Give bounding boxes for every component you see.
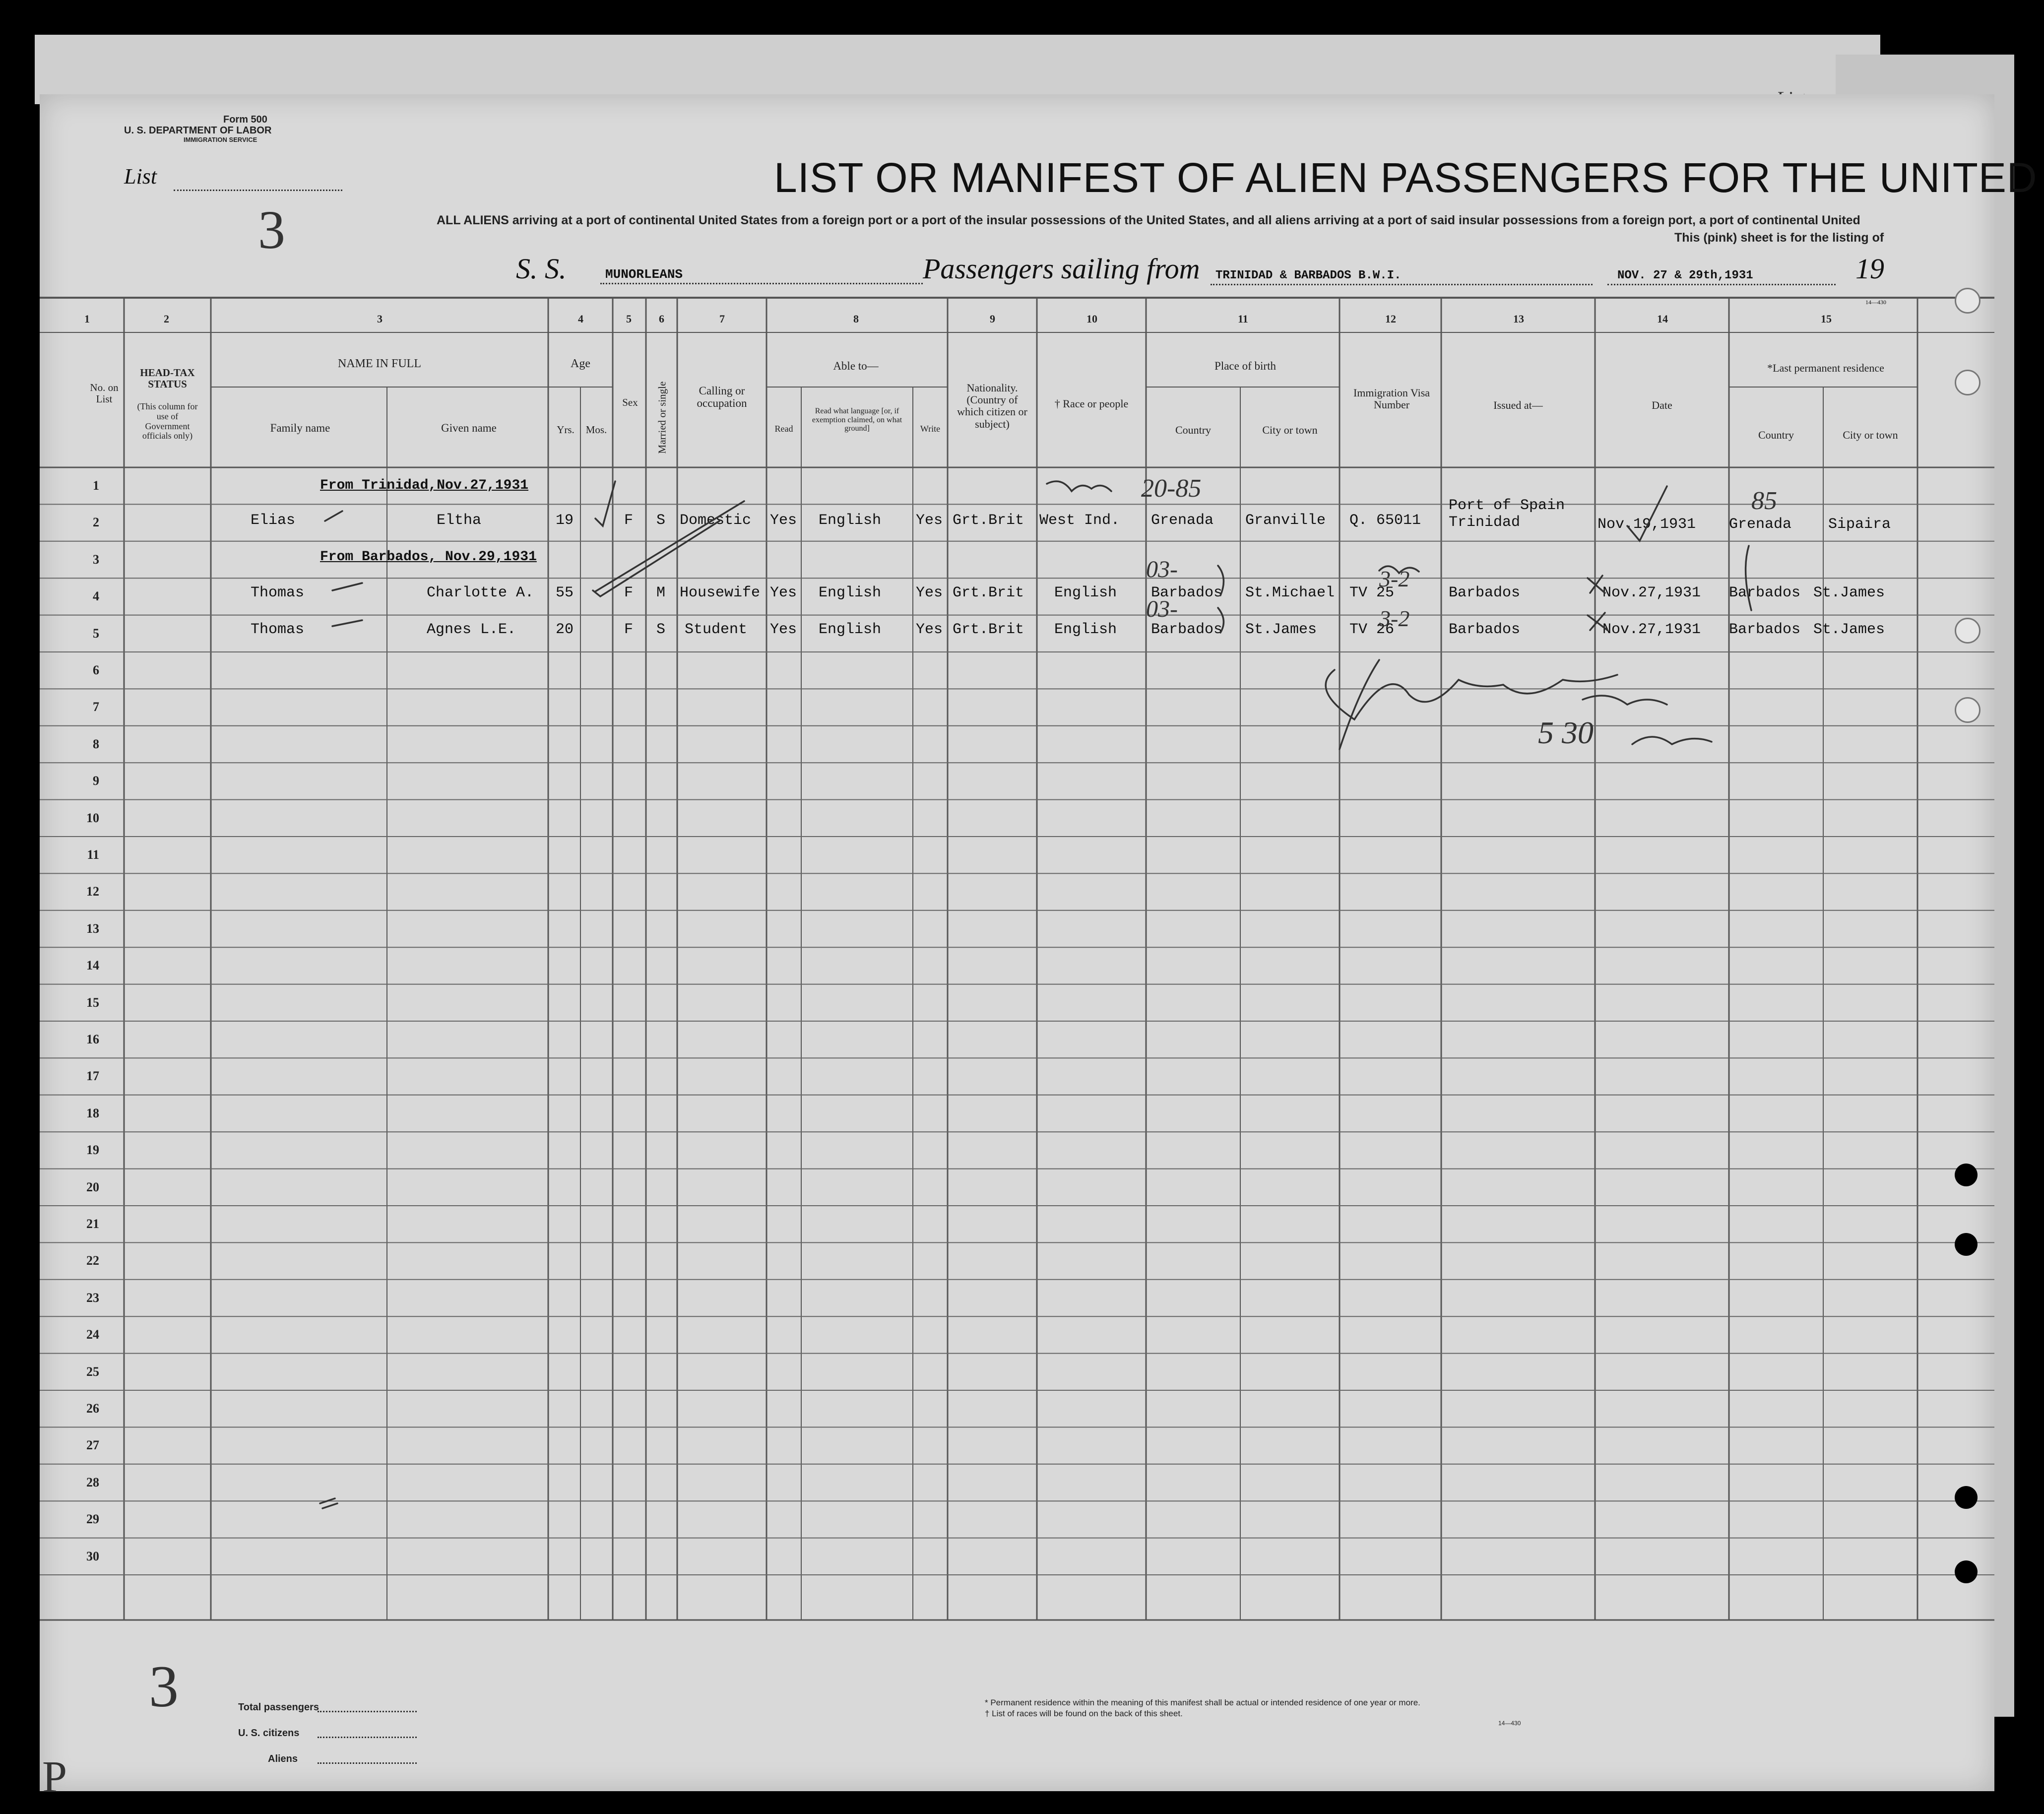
can-read: Yes xyxy=(770,621,797,638)
col-number-15: 15 xyxy=(1821,313,1832,325)
col-number-10: 10 xyxy=(1086,313,1097,325)
row-number: 15 xyxy=(86,995,99,1010)
issued-at-2: Trinidad xyxy=(1449,514,1521,531)
visa-number: Q. 65011 xyxy=(1349,512,1421,529)
visa-date: Nov.19,1931 xyxy=(1597,516,1696,533)
row-number: 6 xyxy=(93,663,99,677)
col-head-mos: Mos. xyxy=(585,424,607,436)
col-head-birth-country: Country xyxy=(1175,424,1212,436)
form-number: Form 500 xyxy=(223,114,267,125)
col-number-7: 7 xyxy=(719,313,725,325)
row-number: 12 xyxy=(86,884,99,899)
row-number: 1 xyxy=(93,478,99,493)
list-number: 3 xyxy=(258,199,285,260)
occupation: Domestic xyxy=(680,512,752,529)
col-number-4: 4 xyxy=(578,313,583,325)
occupation: Housewife xyxy=(680,584,761,601)
sex: F xyxy=(624,512,634,529)
visa-date: Nov.27,1931 xyxy=(1602,584,1701,601)
language: English xyxy=(819,621,882,638)
family-name: Thomas xyxy=(251,584,305,601)
ss-label: S. S. xyxy=(516,253,567,285)
col-number-6: 6 xyxy=(659,313,664,325)
row-number: 10 xyxy=(86,810,99,825)
col-head-last-residence: *Last permanent residence xyxy=(1767,362,1884,374)
binder-hole xyxy=(1955,1560,1978,1583)
department-name: U. S. DEPARTMENT OF LABOR xyxy=(124,125,272,136)
row-number: 21 xyxy=(86,1217,99,1231)
hand-note-corner: P xyxy=(42,1752,67,1802)
hand-note-2: 85 xyxy=(1751,487,1777,515)
col-number-8: 8 xyxy=(853,313,859,325)
residence-city: St.James xyxy=(1813,621,1885,638)
residence-country: Barbados xyxy=(1729,584,1801,601)
check-mark xyxy=(595,501,744,591)
visa-date: Nov.27,1931 xyxy=(1602,621,1701,638)
cross-mark xyxy=(1588,576,1605,593)
row-number: 2 xyxy=(93,515,99,530)
squiggle-mark xyxy=(1583,696,1667,705)
total-passengers-label: Total passengers xyxy=(238,1702,319,1713)
row-number: 26 xyxy=(86,1401,99,1416)
binder-hole xyxy=(1955,1164,1978,1186)
row-number: 27 xyxy=(86,1438,99,1453)
hand-note-1: 20-85 xyxy=(1141,474,1202,503)
issued-at: Port of Spain xyxy=(1449,497,1565,514)
hand-note-list-number: 3 xyxy=(149,1653,179,1719)
row-number: 9 xyxy=(93,774,99,788)
hand-note-4: 03- xyxy=(1146,596,1178,622)
row-number: 23 xyxy=(86,1290,99,1305)
ship-name: MUNORLEANS xyxy=(605,267,683,282)
scratch-mark xyxy=(320,1498,337,1508)
given-name: Charlotte A. xyxy=(427,584,534,601)
col-head-head-tax-note: (This column for use of Government officials only) xyxy=(137,401,198,441)
signature-mark xyxy=(1340,660,1379,749)
col-number-9: 9 xyxy=(990,313,995,325)
occupation: Student xyxy=(685,621,748,638)
birth-country: Barbados xyxy=(1151,584,1223,601)
row-number: 22 xyxy=(86,1253,99,1268)
row-number: 3 xyxy=(93,552,99,567)
row-number: 30 xyxy=(86,1549,99,1563)
issued-at: Barbados xyxy=(1449,584,1521,601)
race: West Ind. xyxy=(1039,512,1120,529)
visa-number: TV 25 xyxy=(1349,584,1395,601)
row-number: 24 xyxy=(86,1327,99,1342)
col-head-sex: Sex xyxy=(622,396,638,408)
sex: F xyxy=(624,621,634,638)
col-head-write: Write xyxy=(920,424,941,434)
row-number: 13 xyxy=(86,921,99,936)
col-head-res-city: City or town xyxy=(1843,429,1898,441)
row-number: 20 xyxy=(86,1179,99,1194)
row-number: 7 xyxy=(93,700,99,714)
residence-city: St.James xyxy=(1813,584,1885,601)
squiggle-mark xyxy=(1047,481,1111,491)
binder-hole xyxy=(1955,1486,1978,1509)
family-name: Elias xyxy=(251,512,296,529)
service-name: IMMIGRATION SERVICE xyxy=(184,136,257,143)
row-number: 29 xyxy=(86,1512,99,1527)
col-head-head-tax: HEAD-TAX STATUS xyxy=(140,367,195,390)
hand-note-7: 5 30 xyxy=(1538,715,1594,750)
row-number: 25 xyxy=(86,1364,99,1379)
family-tick xyxy=(332,583,362,590)
sailing-dates: NOV. 27 & 29th,1931 xyxy=(1617,269,1753,282)
hand-note-3: 03- xyxy=(1146,556,1178,583)
binder-hole xyxy=(1955,1233,1978,1256)
bracket-mark xyxy=(1218,608,1223,633)
instruction-line-2: This (pink) sheet is for the listing of xyxy=(1674,231,1884,245)
row-number: 17 xyxy=(86,1069,99,1084)
year-prefix: 19 xyxy=(1855,253,1884,285)
residence-country: Barbados xyxy=(1729,621,1801,638)
row-number: 18 xyxy=(86,1105,99,1120)
col-head-given-name: Given name xyxy=(441,422,497,434)
aliens-label: Aliens xyxy=(268,1753,298,1764)
col-number-14: 14 xyxy=(1657,313,1668,325)
col-number-13: 13 xyxy=(1513,313,1524,325)
col-number-5: 5 xyxy=(626,313,632,325)
col-number-2: 2 xyxy=(164,313,169,325)
back-sheet xyxy=(35,35,1880,104)
section-header-barbados: From Barbados, Nov.29,1931 xyxy=(320,549,537,565)
form-code-top: 14—430 xyxy=(1865,299,1886,306)
birth-city: St.James xyxy=(1245,621,1317,638)
can-write: Yes xyxy=(916,621,943,638)
residence-city: Sipaira xyxy=(1828,516,1891,533)
us-citizens-line xyxy=(318,1737,417,1738)
marital-status: S xyxy=(656,512,666,529)
footnote-races: † List of races will be found on the back of this sheet. xyxy=(985,1709,1183,1718)
row-number: 8 xyxy=(93,736,99,751)
check-mark xyxy=(593,521,719,596)
sailing-label: Passengers sailing from xyxy=(923,253,1200,285)
check-mark xyxy=(595,481,615,526)
col-head-res-country: Country xyxy=(1758,429,1794,441)
language: English xyxy=(819,584,882,601)
can-read: Yes xyxy=(770,584,797,601)
aliens-line xyxy=(318,1762,417,1764)
age-years: 19 xyxy=(556,512,574,529)
footnote-residence: * Permanent residence within the meaning of this manifest shall be actual or intended residence of one year or more. xyxy=(985,1698,1420,1707)
col-head-read: Read xyxy=(774,424,793,434)
birth-city: St.Michael xyxy=(1245,584,1335,601)
col-number-1: 1 xyxy=(84,313,90,325)
language: English xyxy=(819,512,882,529)
col-head-birth-city: City or town xyxy=(1262,424,1318,436)
can-write: Yes xyxy=(916,512,943,529)
binder-hole xyxy=(1955,370,1980,395)
cross-mark xyxy=(1588,613,1607,630)
nationality: Grt.Brit xyxy=(953,584,1024,601)
family-tick xyxy=(332,620,362,626)
can-write: Yes xyxy=(916,584,943,601)
can-read: Yes xyxy=(770,512,797,529)
bracket-mark xyxy=(1218,566,1223,595)
col-head-family-name: Family name xyxy=(270,422,330,434)
binder-hole xyxy=(1955,288,1980,314)
col-head-read-lang: Read what language [or, if exemption claimed, on what ground] xyxy=(812,407,902,433)
marital-status: S xyxy=(656,621,666,638)
col-head-no-on-list: No. on List xyxy=(90,382,119,405)
instruction-line-1: ALL ALIENS arriving at a port of continental United States from a foreign port or a port of the insular possessions of the United States, and all aliens arriving at a port of said insular possessions from a foreign port, a port of continental United xyxy=(437,213,1860,227)
nationality: Grt.Brit xyxy=(953,512,1024,529)
col-number-11: 11 xyxy=(1238,313,1248,325)
binder-hole xyxy=(1955,697,1980,723)
given-name: Eltha xyxy=(437,512,482,529)
col-head-married: Married or single xyxy=(656,381,668,454)
section-header-trinidad: From Trinidad,Nov.27,1931 xyxy=(320,478,529,493)
nationality: Grt.Brit xyxy=(953,621,1024,638)
row-number: 5 xyxy=(93,626,99,641)
birth-country: Grenada xyxy=(1151,512,1214,529)
col-head-able-to: Able to— xyxy=(833,360,879,372)
col-head-name-in-full: NAME IN FULL xyxy=(338,357,421,370)
col-number-12: 12 xyxy=(1385,313,1396,325)
col-head-age: Age xyxy=(571,357,590,370)
bracket-mark xyxy=(1746,546,1751,610)
us-citizens-label: U. S. citizens xyxy=(238,1728,300,1739)
visa-number: TV 26 xyxy=(1349,621,1395,638)
row-number: 4 xyxy=(93,589,99,604)
col-head-nationality: Nationality. (Country of which citizen or subject) xyxy=(957,382,1027,430)
check-mark xyxy=(1627,486,1667,541)
race: English xyxy=(1054,621,1117,638)
residence-country: Grenada xyxy=(1729,516,1792,533)
col-head-yrs: Yrs. xyxy=(557,424,575,436)
handwritten-marks xyxy=(40,94,1994,1791)
race: English xyxy=(1054,584,1117,601)
row-number: 14 xyxy=(86,958,99,973)
col-number-3: 3 xyxy=(377,313,383,325)
sailing-from: TRINIDAD & BARBADOS B.W.I. xyxy=(1215,269,1402,282)
birth-country: Barbados xyxy=(1151,621,1223,638)
binder-hole xyxy=(1955,618,1980,644)
age-years: 20 xyxy=(556,621,574,638)
col-head-race: † Race or people xyxy=(1054,397,1129,410)
list-label: List xyxy=(124,164,157,189)
family-tick xyxy=(325,511,342,521)
col-head-date: Date xyxy=(1652,399,1672,411)
col-head-calling: Calling or occupation xyxy=(697,385,747,410)
row-number: 28 xyxy=(86,1475,99,1490)
family-name: Thomas xyxy=(251,621,305,638)
page-title: LIST OR MANIFEST OF ALIEN PASSENGERS FOR THE UNITED xyxy=(774,154,2038,201)
issued-at: Barbados xyxy=(1449,621,1521,638)
total-passengers-line xyxy=(318,1711,417,1712)
col-head-visa: Immigration Visa Number xyxy=(1353,387,1430,411)
col-head-issued: Issued at— xyxy=(1493,399,1543,411)
sex: F xyxy=(624,584,634,601)
given-name: Agnes L.E. xyxy=(427,621,516,638)
marital-status: M xyxy=(656,584,666,601)
manifest-sheet xyxy=(40,94,2038,1802)
row-number: 19 xyxy=(86,1143,99,1158)
col-head-place-of-birth: Place of birth xyxy=(1214,360,1276,372)
row-number: 11 xyxy=(87,847,99,862)
footer-form-code: 14—430 xyxy=(1498,1720,1521,1727)
hand-note-6: 3-2 xyxy=(1379,606,1410,631)
row-number: 16 xyxy=(86,1032,99,1046)
hand-note-5: 3-2 xyxy=(1379,566,1410,591)
birth-city: Granville xyxy=(1245,512,1326,529)
age-years: 55 xyxy=(556,584,574,601)
squiggle-mark xyxy=(1632,737,1712,744)
